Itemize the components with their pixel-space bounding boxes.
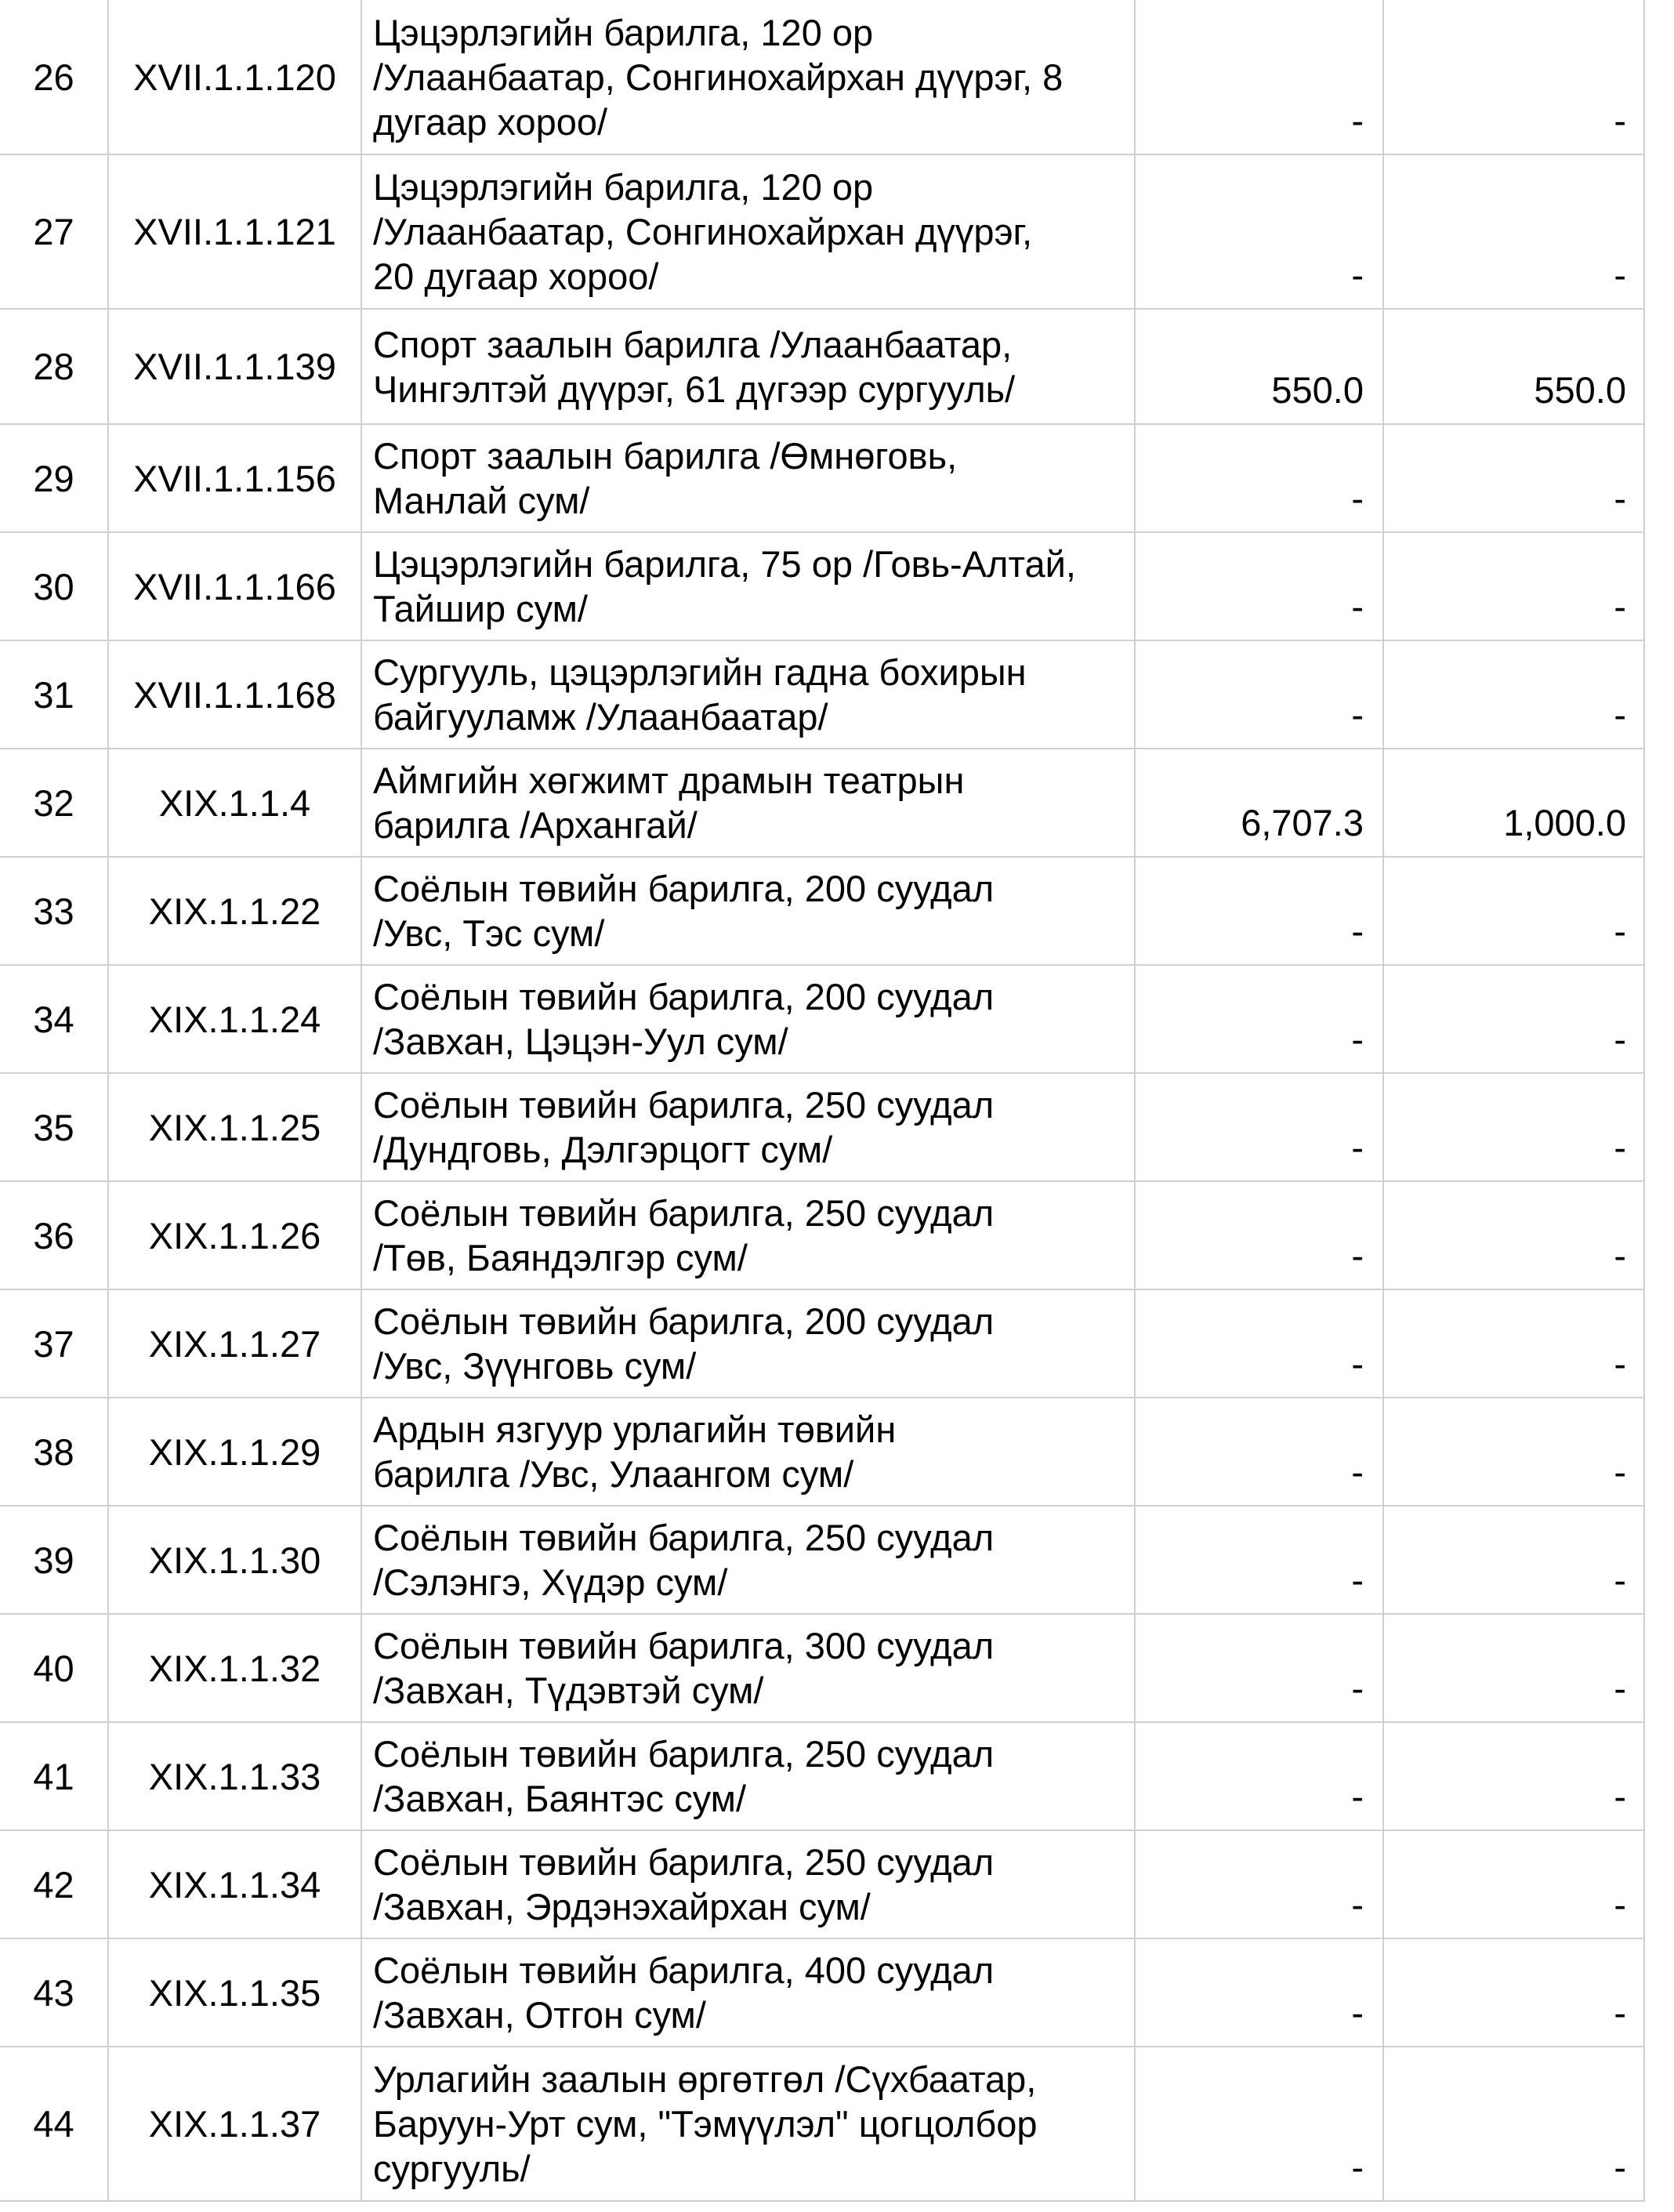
project-name-line: Соёлын төвийн барилга, 250 суудал: [373, 1517, 995, 1558]
amount-cell-2: -: [1383, 1506, 1644, 1614]
budget-code-cell: XIX.1.1.26: [108, 1181, 361, 1289]
project-name-cell: [361, 1938, 1135, 2047]
table-row: [0, 2047, 1644, 2201]
project-name-cell: [361, 1073, 1135, 1181]
row-number-cell: 29: [0, 424, 108, 532]
table-row: [0, 1614, 1644, 1722]
amount-cell-1: -: [1135, 532, 1383, 640]
project-name-line: /Завхан, Цэцэн-Уул сум/: [373, 1021, 788, 1062]
project-name-cell: [361, 1506, 1135, 1614]
project-name-line: Спорт заалын барилга /Өмнөговь,: [373, 435, 958, 477]
project-name-cell: [361, 1289, 1135, 1398]
budget-code-cell: XIX.1.1.35: [108, 1938, 361, 2047]
amount-cell-2: -: [1383, 0, 1644, 154]
amount-cell-2: -: [1383, 2047, 1644, 2201]
amount-cell-1: -: [1135, 857, 1383, 965]
project-name-cell: [361, 1614, 1135, 1722]
table-row: [0, 749, 1644, 857]
project-name-cell: [361, 1830, 1135, 1938]
amount-cell-1: -: [1135, 154, 1383, 309]
amount-cell-1: 550.0: [1135, 309, 1383, 424]
project-name-line: Соёлын төвийн барилга, 250 суудал: [373, 1192, 995, 1234]
row-number-cell: 36: [0, 1181, 108, 1289]
budget-code-cell: XVII.1.1.156: [108, 424, 361, 532]
budget-code-cell: XIX.1.1.29: [108, 1398, 361, 1506]
project-name-line: /Сэлэнгэ, Хүдэр сум/: [373, 1561, 728, 1603]
project-name-line: Спорт заалын барилга /Улаанбаатар,: [373, 323, 1013, 365]
row-number-cell: 38: [0, 1398, 108, 1506]
project-name-line: /Завхан, Түдэвтэй сум/: [373, 1670, 764, 1711]
project-name-line: /Увс, Тэс сум/: [373, 912, 605, 954]
project-name-line: Соёлын төвийн барилга, 250 суудал: [373, 1841, 995, 1883]
row-number-cell: 28: [0, 309, 108, 424]
amount-cell-2: -: [1383, 1289, 1644, 1398]
row-number-cell: 31: [0, 640, 108, 749]
project-name-cell: [361, 309, 1135, 424]
amount-cell-1: -: [1135, 1938, 1383, 2047]
project-name-line: Чингэлтэй дүүрэг, 61 дүгээр сургууль/: [373, 368, 1016, 410]
project-name-line: байгууламж /Улаанбаатар/: [373, 696, 828, 738]
amount-cell-2: -: [1383, 424, 1644, 532]
amount-cell-1: -: [1135, 1289, 1383, 1398]
budget-code-cell: XIX.1.1.25: [108, 1073, 361, 1181]
amount-cell-1: -: [1135, 1722, 1383, 1830]
amount-cell-2: -: [1383, 1398, 1644, 1506]
table-row: [0, 154, 1644, 309]
project-name-line: Ардын язгуур урлагийн төвийн: [373, 1409, 897, 1450]
project-name-line: /Төв, Баяндэлгэр сум/: [373, 1237, 748, 1278]
amount-cell-1: -: [1135, 640, 1383, 749]
project-name-line: Соёлын төвийн барилга, 250 суудал: [373, 1084, 995, 1126]
amount-cell-2: -: [1383, 640, 1644, 749]
project-name-line: /Завхан, Баянтэс сум/: [373, 1778, 747, 1819]
budget-code-cell: XIX.1.1.27: [108, 1289, 361, 1398]
table-row: [0, 1722, 1644, 1830]
amount-cell-2: -: [1383, 1830, 1644, 1938]
project-name-line: Соёлын төвийн барилга, 200 суудал: [373, 1300, 995, 1342]
project-name-line: Баруун-Урт сум, "Тэмүүлэл" цогцолбор: [373, 2103, 1038, 2145]
project-name-line: Сургууль, цэцэрлэгийн гадна бохирын: [373, 651, 1027, 693]
project-name-line: Соёлын төвийн барилга, 300 суудал: [373, 1625, 995, 1666]
budget-code-cell: XIX.1.1.22: [108, 857, 361, 965]
amount-cell-2: -: [1383, 1073, 1644, 1181]
amount-cell-2: -: [1383, 1614, 1644, 1722]
table-row: [0, 640, 1644, 749]
project-name-cell: [361, 749, 1135, 857]
project-name-line: Цэцэрлэгийн барилга, 75 ор /Говь-Алтай,: [373, 543, 1076, 585]
project-name-line: 20 дугаар хороо/: [373, 256, 659, 297]
project-name-line: Соёлын төвийн барилга, 250 суудал: [373, 1733, 995, 1775]
budget-code-cell: XIX.1.1.24: [108, 965, 361, 1073]
project-name-line: сургууль/: [373, 2148, 531, 2189]
table-row: [0, 1181, 1644, 1289]
project-name-line: Цэцэрлэгийн барилга, 120 ор: [373, 11, 874, 53]
row-number-cell: 30: [0, 532, 108, 640]
project-name-cell: [361, 640, 1135, 749]
amount-cell-2: -: [1383, 154, 1644, 309]
amount-cell-1: -: [1135, 424, 1383, 532]
project-name-cell: [361, 532, 1135, 640]
project-name-cell: [361, 0, 1135, 154]
budget-code-cell: XIX.1.1.30: [108, 1506, 361, 1614]
project-name-cell: [361, 154, 1135, 309]
row-number-cell: 27: [0, 154, 108, 309]
amount-cell-2: 550.0: [1383, 309, 1644, 424]
table-row: [0, 1073, 1644, 1181]
budget-code-cell: XVII.1.1.168: [108, 640, 361, 749]
project-name-line: дугаар хороо/: [373, 100, 608, 143]
row-number-cell: 32: [0, 749, 108, 857]
table-row: [0, 1506, 1644, 1614]
budget-code-cell: XIX.1.1.33: [108, 1722, 361, 1830]
amount-cell-2: -: [1383, 1938, 1644, 2047]
project-name-line: /Улаанбаатар, Сонгинохайрхан дүүрэг, 8: [373, 56, 1063, 98]
project-name-line: /Завхан, Эрдэнэхайрхан сум/: [373, 1886, 871, 1927]
amount-cell-1: -: [1135, 1506, 1383, 1614]
project-name-cell: [361, 424, 1135, 532]
project-name-cell: [361, 2047, 1135, 2201]
project-name-line: Урлагийн заалын өргөтгөл /Сүхбаатар,: [373, 2058, 1037, 2100]
table-row: [0, 0, 1644, 154]
project-name-line: барилга /Архангай/: [373, 804, 698, 846]
project-name-line: /Дундговь, Дэлгэрцогт сум/: [373, 1129, 833, 1170]
table-row: [0, 965, 1644, 1073]
table-row: [0, 424, 1644, 532]
row-number-cell: 26: [0, 0, 108, 154]
row-number-cell: 44: [0, 2047, 108, 2201]
amount-cell-1: -: [1135, 1614, 1383, 1722]
project-name-cell: [361, 857, 1135, 965]
project-name-cell: [361, 1181, 1135, 1289]
project-name-line: Тайшир сум/: [373, 588, 588, 629]
project-name-line: /Увс, Зүүнговь сум/: [373, 1345, 697, 1387]
row-number-cell: 33: [0, 857, 108, 965]
amount-cell-1: -: [1135, 2047, 1383, 2201]
table-row: [0, 532, 1644, 640]
project-name-line: Манлай сум/: [373, 480, 590, 521]
project-name-cell: [361, 965, 1135, 1073]
table-row: [0, 1830, 1644, 1938]
project-name-line: /Улаанбаатар, Сонгинохайрхан дүүрэг,: [373, 211, 1033, 252]
budget-code-cell: XVII.1.1.121: [108, 154, 361, 309]
amount-cell-1: 6,707.3: [1135, 749, 1383, 857]
row-number-cell: 39: [0, 1506, 108, 1614]
row-number-cell: 40: [0, 1614, 108, 1722]
table-row: [0, 1938, 1644, 2047]
amount-cell-2: -: [1383, 965, 1644, 1073]
amount-cell-2: 1,000.0: [1383, 749, 1644, 857]
table-row: [0, 1289, 1644, 1398]
amount-cell-2: -: [1383, 1181, 1644, 1289]
amount-cell-1: -: [1135, 965, 1383, 1073]
budget-code-cell: XIX.1.1.34: [108, 1830, 361, 1938]
project-name-line: барилга /Увс, Улаангом сум/: [373, 1453, 854, 1495]
project-name-cell: [361, 1398, 1135, 1506]
project-name-line: Соёлын төвийн барилга, 200 суудал: [373, 976, 995, 1017]
amount-cell-1: -: [1135, 1398, 1383, 1506]
row-number-cell: 35: [0, 1073, 108, 1181]
row-number-cell: 41: [0, 1722, 108, 1830]
amount-cell-2: -: [1383, 857, 1644, 965]
budget-code-cell: XIX.1.1.32: [108, 1614, 361, 1722]
budget-code-cell: XVII.1.1.139: [108, 309, 361, 424]
budget-code-cell: XVII.1.1.120: [108, 0, 361, 154]
project-name-line: Цэцэрлэгийн барилга, 120 ор: [373, 166, 874, 208]
table-row: [0, 1398, 1644, 1506]
project-name-line: Соёлын төвийн барилга, 400 суудал: [373, 1949, 995, 1991]
row-number-cell: 34: [0, 965, 108, 1073]
project-name-line: Аймгийн хөгжимт драмын театрын: [373, 760, 965, 801]
amount-cell-1: -: [1135, 1073, 1383, 1181]
row-number-cell: 42: [0, 1830, 108, 1938]
amount-cell-2: -: [1383, 532, 1644, 640]
budget-code-cell: XIX.1.1.4: [108, 749, 361, 857]
amount-cell-1: -: [1135, 1830, 1383, 1938]
budget-code-cell: XVII.1.1.166: [108, 532, 361, 640]
project-name-line: Соёлын төвийн барилга, 200 суудал: [373, 868, 995, 909]
project-name-cell: [361, 1722, 1135, 1830]
amount-cell-1: -: [1135, 1181, 1383, 1289]
amount-cell-2: -: [1383, 1722, 1644, 1830]
amount-cell-1: -: [1135, 0, 1383, 154]
row-number-cell: 43: [0, 1938, 108, 2047]
budget-code-cell: XIX.1.1.37: [108, 2047, 361, 2201]
row-number-cell: 37: [0, 1289, 108, 1398]
table-row: [0, 857, 1644, 965]
project-name-line: /Завхан, Отгон сум/: [373, 1994, 706, 2036]
table-row: [0, 309, 1644, 424]
